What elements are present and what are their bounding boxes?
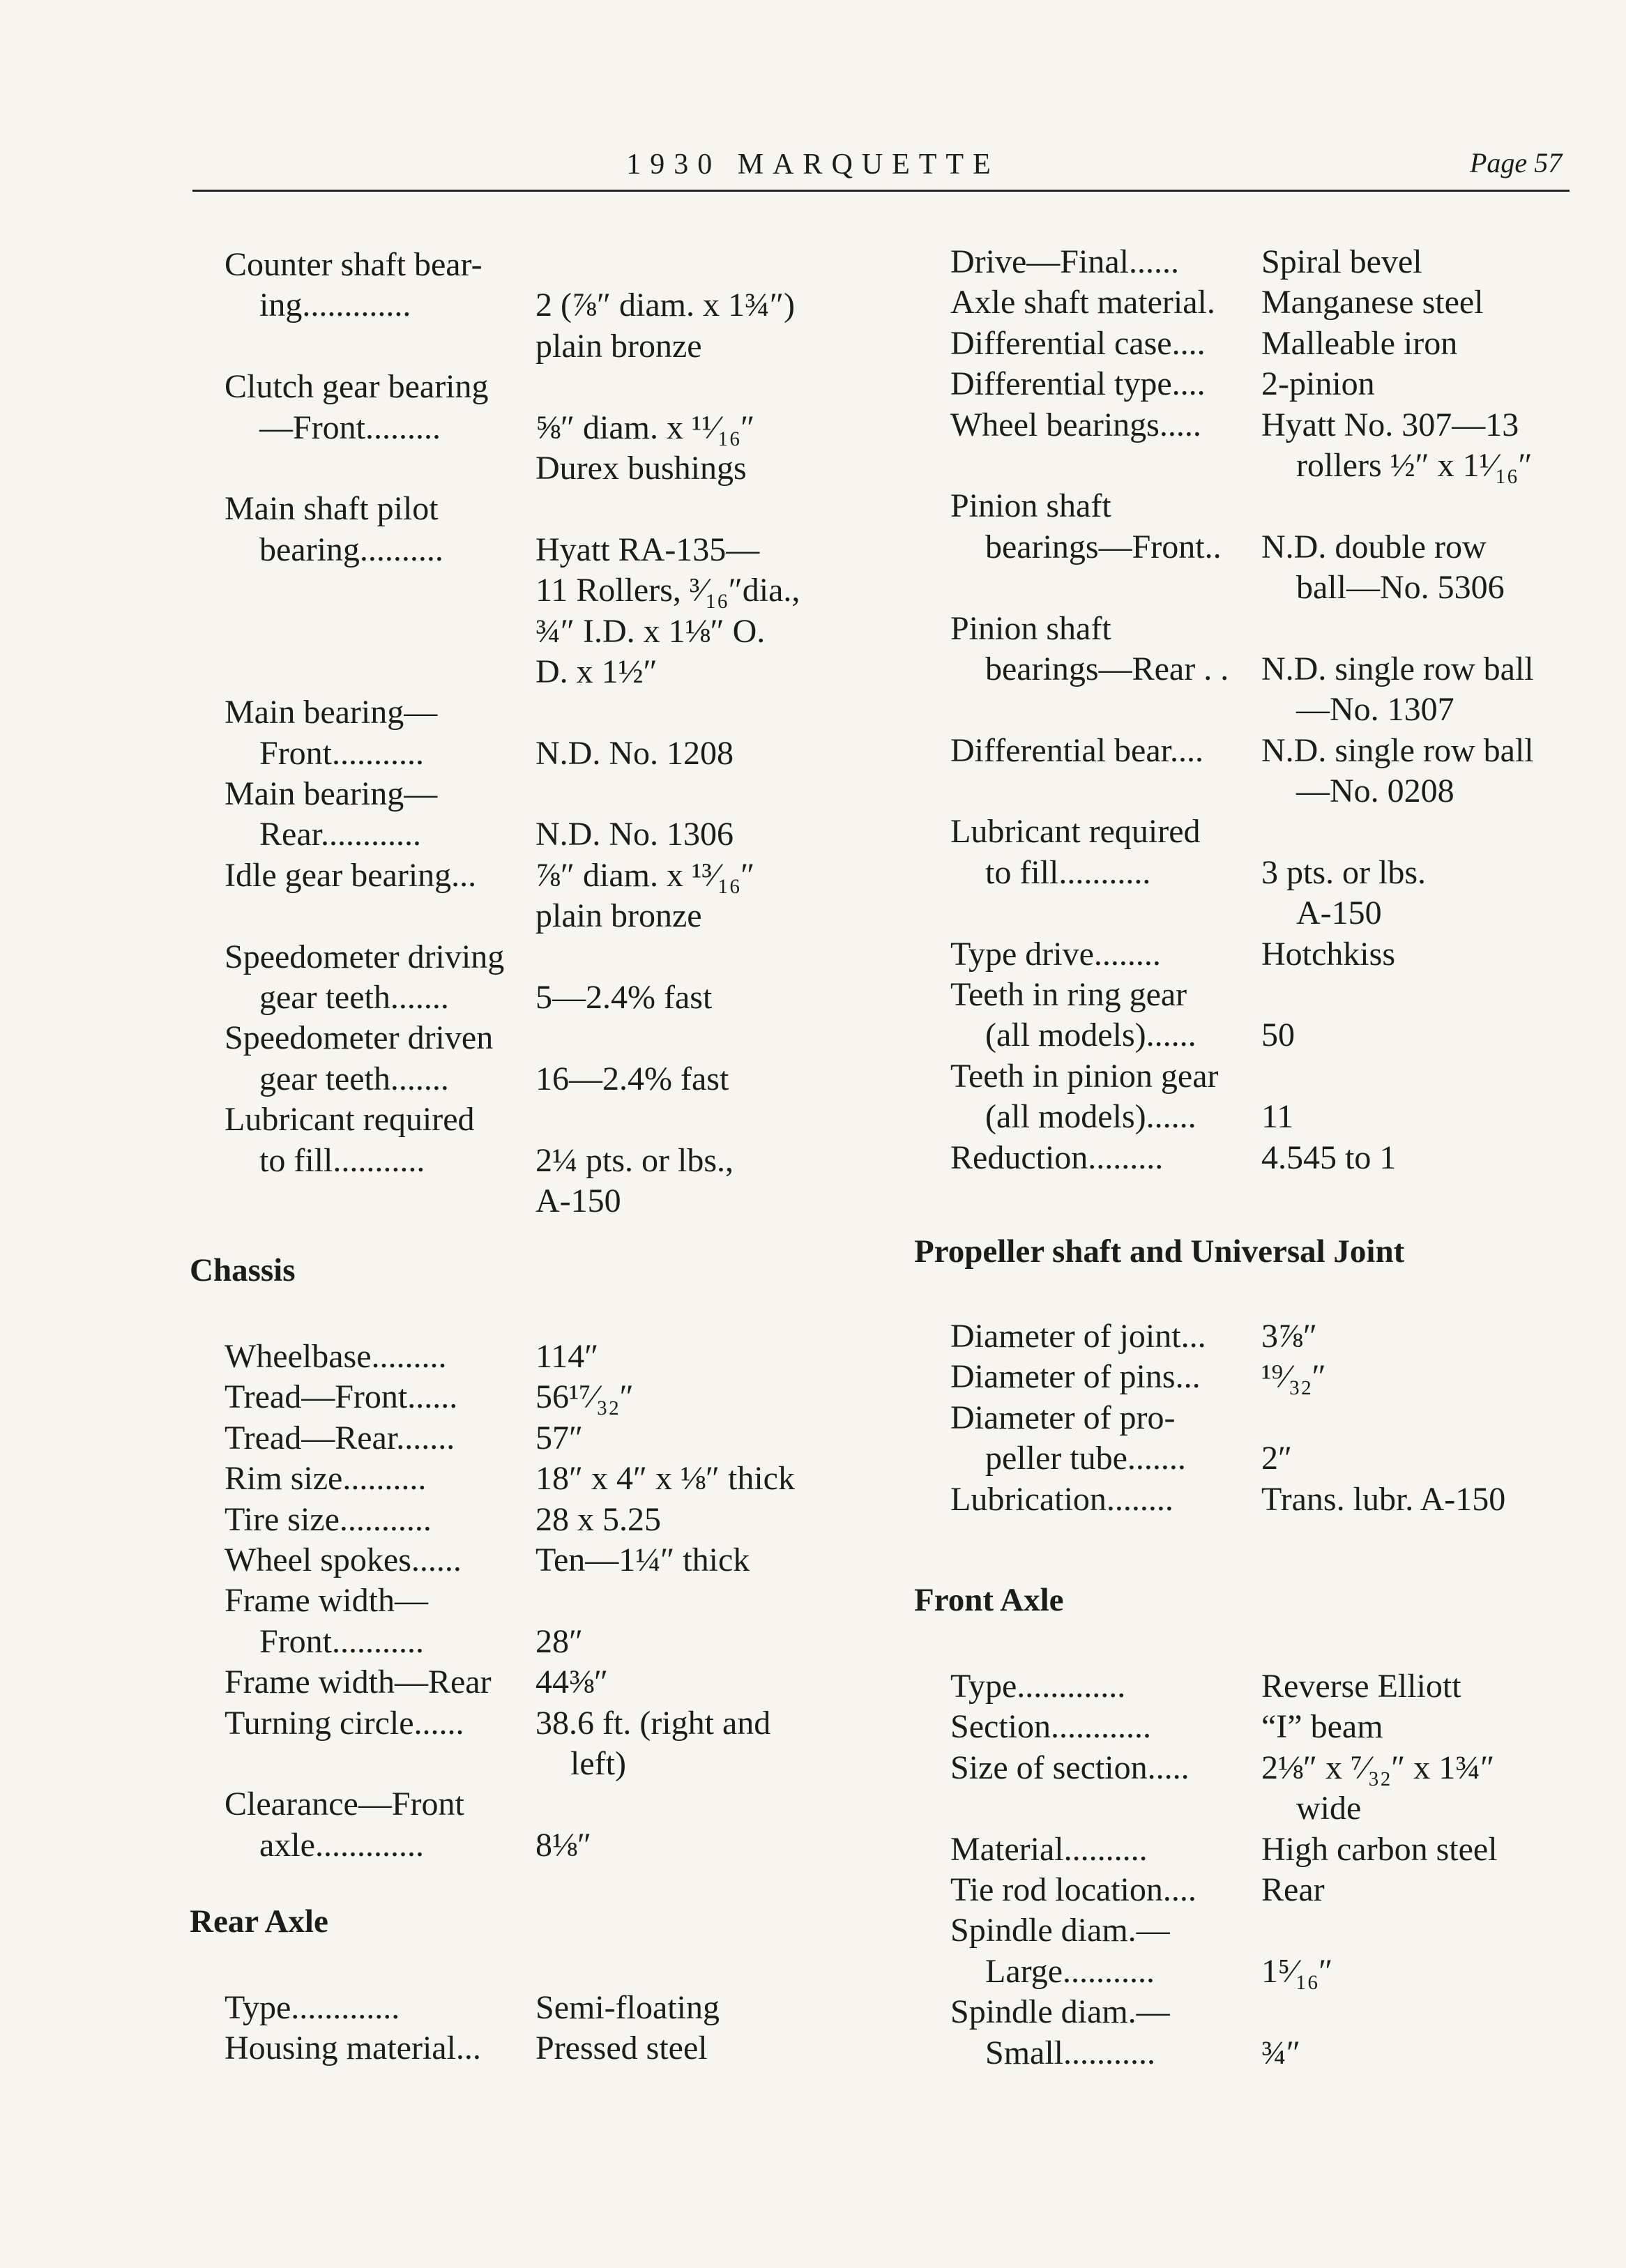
spec-label: Diameter of pro-: [950, 1399, 1176, 1436]
running-header-title: 1930 MARQUETTE: [626, 149, 1000, 181]
spec-label: Reduction.........: [950, 1139, 1164, 1176]
spec-label: Wheelbase.........: [225, 1338, 447, 1375]
spec-label: Material..........: [950, 1830, 1148, 1868]
spec-label: Spindle diam.—: [950, 1912, 1170, 1949]
spec-value: left): [570, 1744, 626, 1782]
header-rule: [192, 190, 1570, 192]
spec-label: Main bearing—: [225, 775, 438, 813]
spec-label: Frame width—: [225, 1582, 428, 1620]
spec-label: Pinion shaft: [950, 609, 1111, 647]
spec-value: 1⁵⁄₁₆″: [1261, 1952, 1333, 1990]
spec-value: —No. 0208: [1296, 773, 1454, 810]
spec-label: Pinion shaft: [950, 487, 1111, 525]
spec-label: Main bearing—: [225, 694, 438, 731]
spec-value: D. x 1½″: [535, 653, 658, 690]
spec-value: 11 Rollers, ³⁄₁₆″dia.,: [535, 572, 800, 609]
spec-value: 50: [1261, 1017, 1295, 1054]
spec-value: N.D. No. 1208: [535, 734, 734, 772]
spec-value: Durex bushings: [535, 449, 747, 487]
spec-value: 44⅜″: [535, 1664, 608, 1701]
spec-label: Speedometer driving: [225, 938, 505, 975]
spec-label: Lubricant required: [950, 813, 1201, 851]
spec-value: N.D. single row ball: [1261, 731, 1534, 769]
spec-value: plain bronze: [535, 897, 702, 935]
spec-value: ¾″ I.D. x 1⅛″ O.: [535, 612, 766, 650]
spec-label: bearings—Front..: [985, 528, 1222, 565]
spec-label: Idle gear bearing...: [225, 856, 477, 894]
spec-value: ball—No. 5306: [1296, 569, 1505, 607]
spec-value: ⅞″ diam. x ¹³⁄₁₆″: [535, 856, 755, 894]
spec-label: Rim size..........: [225, 1460, 427, 1498]
spec-value: 3⅞″: [1261, 1318, 1317, 1355]
spec-label: Speedometer driven: [225, 1019, 494, 1057]
spec-label: gear teeth.......: [259, 979, 449, 1017]
spec-label: Section............: [950, 1708, 1151, 1746]
spec-label: Rear............: [259, 816, 421, 853]
spec-value: 5—2.4% fast: [535, 979, 713, 1017]
spec-label: (all models)......: [985, 1098, 1196, 1136]
spec-label: Tread—Front......: [225, 1378, 458, 1416]
spec-value: rollers ½″ x 1¹⁄₁₆″: [1296, 446, 1533, 484]
spec-label: Axle shaft material.: [950, 284, 1215, 321]
spec-label: Main shaft pilot: [225, 490, 439, 528]
spec-label: Front...........: [259, 734, 425, 772]
page-number: Page 57: [1470, 147, 1563, 178]
spec-value: Spiral bevel: [1261, 243, 1422, 280]
spec-value: plain bronze: [535, 327, 702, 365]
spec-value: ¹⁹⁄₃₂″: [1261, 1358, 1326, 1396]
section-heading-rear-axle: Rear Axle: [190, 1903, 328, 1940]
spec-label: Frame width—Rear: [225, 1664, 492, 1701]
spec-label: Small...........: [985, 2034, 1156, 2071]
spec-value: 114″: [535, 1338, 599, 1375]
spec-value: 18″ x 4″ x ⅛″ thick: [535, 1460, 795, 1498]
spec-label: Wheel bearings.....: [950, 406, 1201, 443]
spec-value: 11: [1261, 1098, 1294, 1136]
spec-label: Type drive........: [950, 935, 1161, 973]
section-heading-chassis: Chassis: [190, 1252, 296, 1288]
spec-value: 57″: [535, 1419, 583, 1456]
spec-value: A-150: [1296, 895, 1382, 932]
spec-label: Differential case....: [950, 324, 1206, 362]
spec-value: 8⅛″: [535, 1826, 591, 1864]
spec-value: 2″: [1261, 1440, 1292, 1477]
spec-label: Lubrication........: [950, 1480, 1173, 1518]
spec-label: to fill...........: [259, 1141, 425, 1179]
spec-label: Turning circle......: [225, 1704, 464, 1742]
spec-value: 4.545 to 1: [1261, 1139, 1397, 1176]
section-heading-front-axle: Front Axle: [914, 1582, 1064, 1618]
spec-value: 2⅛″ x ⁷⁄₃₂″ x 1¾″: [1261, 1749, 1495, 1786]
spec-label: ing.............: [259, 287, 411, 324]
spec-label: Diameter of pins...: [950, 1358, 1201, 1396]
spec-value: wide: [1296, 1790, 1362, 1827]
spec-value: 28 x 5.25: [535, 1500, 661, 1538]
spec-value: A-150: [535, 1182, 621, 1219]
spec-label: Counter shaft bear-: [225, 246, 483, 283]
spec-value: —No. 1307: [1296, 691, 1454, 729]
spec-label: Differential type....: [950, 365, 1206, 403]
spec-value: 2-pinion: [1261, 365, 1375, 403]
spec-label: Type.............: [950, 1668, 1126, 1705]
spec-label: to fill...........: [985, 853, 1151, 891]
spec-value: Trans. lubr. A-150: [1261, 1480, 1506, 1518]
spec-value: Pressed steel: [535, 2030, 708, 2067]
spec-value: 2¼ pts. or lbs.,: [535, 1141, 734, 1179]
spec-value: Semi-floating: [535, 1989, 720, 2026]
spec-label: peller tube.......: [985, 1440, 1186, 1477]
spec-value: ⅝″ diam. x ¹¹⁄₁₆″: [535, 409, 755, 446]
spec-value: 16—2.4% fast: [535, 1060, 729, 1097]
spec-value: N.D. single row ball: [1261, 650, 1534, 687]
spec-label: Tread—Rear.......: [225, 1419, 455, 1456]
section-heading-propeller-shaft: Propeller shaft and Universal Joint: [914, 1233, 1405, 1270]
spec-value: Manganese steel: [1261, 284, 1484, 321]
spec-value: Malleable iron: [1261, 324, 1458, 362]
spec-value: High carbon steel: [1261, 1830, 1498, 1868]
spec-label: Front...........: [259, 1622, 425, 1660]
spec-value: 56¹⁷⁄₃₂″: [535, 1378, 634, 1416]
spec-label: (all models)......: [985, 1017, 1196, 1054]
spec-value: 3 pts. or lbs.: [1261, 853, 1427, 891]
spec-label: Spindle diam.—: [950, 1993, 1170, 2031]
spec-label: Clutch gear bearing: [225, 368, 489, 406]
spec-label: Lubricant required: [225, 1101, 475, 1139]
spec-value: Hotchkiss: [1261, 935, 1395, 973]
spec-label: Clearance—Front: [225, 1786, 464, 1823]
spec-label: Teeth in ring gear: [950, 976, 1187, 1014]
spec-label: bearings—Rear . .: [985, 650, 1229, 687]
spec-label: Size of section.....: [950, 1749, 1190, 1786]
spec-value: Hyatt RA-135—: [535, 531, 760, 568]
spec-value: Rear: [1261, 1871, 1325, 1908]
spec-label: Tire size...........: [225, 1500, 432, 1538]
spec-label: Teeth in pinion gear: [950, 1057, 1219, 1095]
spec-value: Reverse Elliott: [1261, 1668, 1461, 1705]
spec-value: 2 (⅞″ diam. x 1¾″): [535, 287, 795, 324]
spec-label: gear teeth.......: [259, 1060, 449, 1097]
spec-value: 28″: [535, 1622, 583, 1660]
spec-value: N.D. double row: [1261, 528, 1487, 565]
spec-label: Wheel spokes......: [225, 1541, 462, 1578]
spec-label: bearing..........: [259, 531, 443, 568]
spec-label: Tie rod location....: [950, 1871, 1196, 1908]
spec-value: 38.6 ft. (right and: [535, 1704, 771, 1742]
spec-label: axle.............: [259, 1826, 424, 1864]
spec-label: Differential bear....: [950, 731, 1203, 769]
spec-label: —Front.........: [259, 409, 441, 446]
spec-value: “I” beam: [1261, 1708, 1383, 1746]
spec-value: Ten—1¼″ thick: [535, 1541, 750, 1578]
spec-value: ¾″: [1261, 2034, 1300, 2071]
spec-value: Hyatt No. 307—13: [1261, 406, 1519, 443]
spec-label: Diameter of joint...: [950, 1318, 1206, 1355]
spec-label: Drive—Final......: [950, 243, 1179, 280]
spec-value: N.D. No. 1306: [535, 816, 734, 853]
spec-label: Housing material...: [225, 2030, 481, 2067]
spec-label: Type.............: [225, 1989, 400, 2026]
spec-label: Large...........: [985, 1952, 1155, 1990]
